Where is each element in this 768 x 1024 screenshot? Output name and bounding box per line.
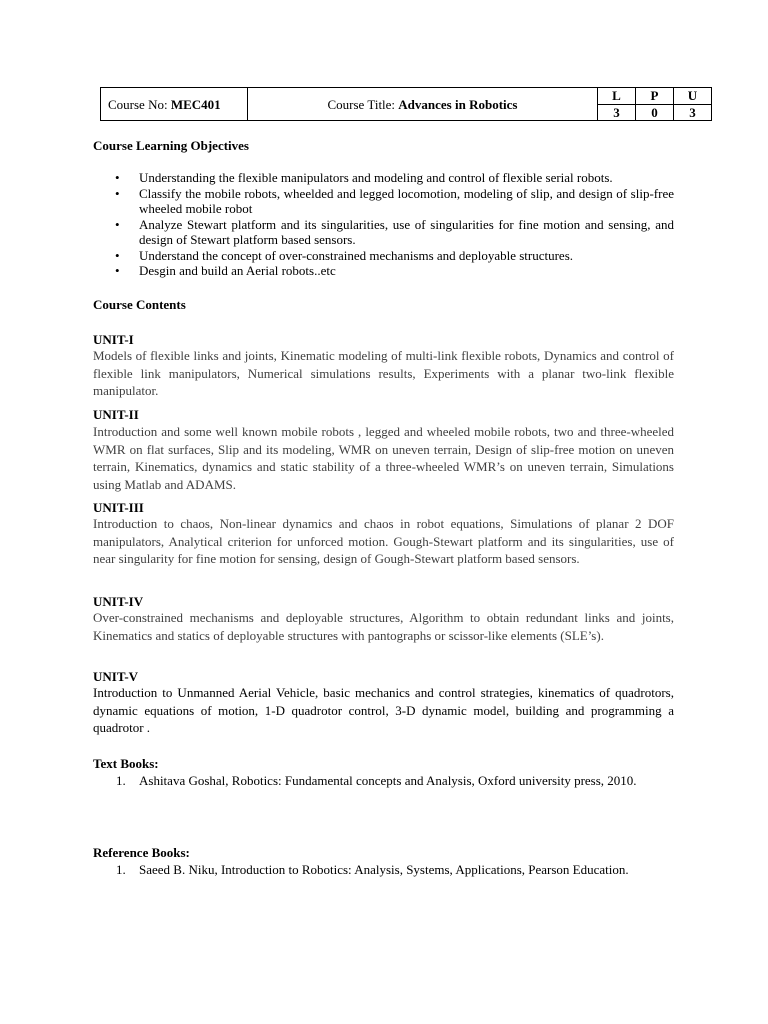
objective-item: • Desgin and build an Aerial robots..etc: [115, 263, 336, 278]
unit-4-text: Over-constrained mechanisms and deployable structures, Algorithm to obtain redundant links and joints, Kinematics and statics of deployable structures with pantographs or scissor-like elements (SLE’s).: [93, 610, 674, 643]
objective-item: • Analyze Stewart platform and its singularities, use of singularities for fine motion and sensing, and design of Stewart platform based sensors.: [115, 216, 674, 247]
course-title: Advances in Robotics: [398, 96, 518, 112]
unit-5-text: Introduction to Unmanned Aerial Vehicle, basic mechanics and control strategies, kinematics of quadrotors, dynamic equations of motion, 1-D quadrotor control, 3-D dynamic model, building and programming a quadrotor .: [93, 685, 674, 735]
bullet-icon: •: [115, 170, 120, 185]
reference-book-item: 1. Saeed B. Niku, Introduction to Robotics: Analysis, Systems, Applications, Pearson Education.: [116, 862, 629, 877]
text-books-heading: Text Books:: [93, 756, 159, 771]
course-number: MEC401: [170, 96, 221, 112]
lecture-header: L: [598, 88, 636, 105]
bullet-icon: •: [115, 185, 120, 201]
practical-value: 0: [636, 104, 674, 121]
unit-1-text: Models of flexible links and joints, Kinematic modeling of multi-link flexible robots, Dynamics and control of flexible link manipulators, Numerical simulations results, Experiments with a planar two-link flexible manipulator.: [93, 348, 674, 398]
objective-item: • Understand the concept of over-constrained mechanisms and deployable structures.: [115, 247, 574, 263]
unit-3-title: UNIT-III: [93, 500, 144, 515]
objective-item: • Classify the mobile robots, wheelded and legged locomotion, modeling of slip, and design of slip-free wheeled mobile robot: [115, 185, 674, 216]
units-header: U: [674, 88, 712, 105]
objective-item: • Understanding the flexible manipulators and modeling and control of flexible serial robots.: [115, 170, 613, 185]
unit-2-title: UNIT-II: [93, 407, 139, 422]
practical-header: P: [636, 88, 674, 105]
unit-5-title: UNIT-V: [93, 669, 139, 684]
bullet-icon: •: [115, 216, 120, 232]
text-book-item: 1. Ashitava Goshal, Robotics: Fundamental concepts and Analysis, Oxford university press, 2010.: [116, 773, 637, 788]
contents-heading: Course Contents: [93, 297, 186, 312]
unit-4-title: UNIT-IV: [93, 594, 144, 609]
reference-books-heading: Reference Books:: [93, 845, 190, 860]
lecture-value: 3: [598, 104, 636, 121]
bullet-icon: •: [115, 247, 120, 263]
course-header-table: [100, 87, 712, 121]
bullet-icon: •: [115, 263, 120, 278]
unit-2-text: Introduction and some well known mobile robots , legged and wheeled mobile robots, two and three-wheeled WMR on flat surfaces, Slip and its modeling, WMR on uneven terrain, Design of slip-free motion on uneven terrain, Kinematics, dynamics and static stability of a three-wheeled WMR’s on uneven terrain, Simulations using Matlab and ADAMS.: [93, 424, 674, 492]
course-title-cell: [248, 88, 598, 121]
course-number-label: Course No:: [108, 96, 171, 112]
unit-3-text: Introduction to chaos, Non-linear dynamics and chaos in robot equations, Simulations of planar 2 DOF manipulators, Analytical criterion for unforced motion. Gough-Stewart platform and its singularities, use of near singularity for fine motion for sensing, design of Gough-Stewart platform based sensors.: [93, 516, 674, 566]
unit-1-title: UNIT-I: [93, 332, 134, 347]
course-number-cell: [101, 88, 248, 121]
course-title-label: Course Title:: [327, 96, 399, 112]
objectives-list: [93, 170, 674, 279]
objectives-heading: Course Learning Objectives: [93, 138, 249, 153]
units-value: 3: [674, 104, 712, 121]
